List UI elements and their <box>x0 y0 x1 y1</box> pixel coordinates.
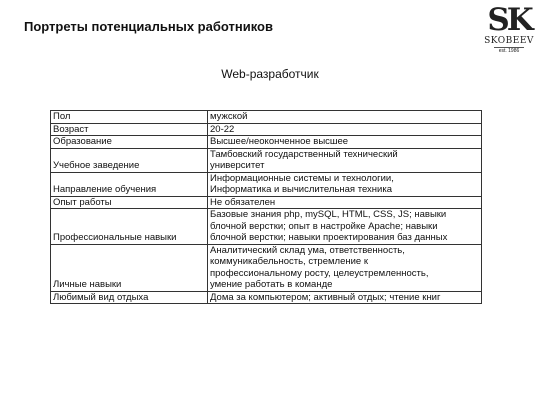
row-value <box>208 111 482 124</box>
row-value-line: коммуникабельность, стремление к <box>210 256 368 267</box>
portrait-table <box>50 110 482 304</box>
row-label: Опыт работы <box>51 196 208 209</box>
row-value-line: блочной верстки; навыки проектирования баз данных <box>210 232 448 243</box>
row-value-line: 20-22 <box>210 123 235 135</box>
row-value-line: Дома за компьютером; активный отдых; чтение книг <box>210 291 441 303</box>
row-label: Любимый вид отдыха <box>51 291 208 304</box>
row-label: Возраст <box>51 123 208 136</box>
row-label: Профессиональные навыки <box>51 209 208 245</box>
table-row <box>51 123 482 136</box>
row-label: Личные навыки <box>51 244 208 291</box>
row-label: Образование <box>51 136 208 149</box>
row-value-line: университет <box>210 160 265 171</box>
company-logo <box>483 4 535 59</box>
profile-subtitle: Web-разработчик <box>221 67 319 81</box>
logo-mark: SK <box>487 2 531 38</box>
page-title: Портреты потенциальных работников <box>24 19 273 34</box>
row-value <box>208 209 482 245</box>
row-label: Пол <box>51 111 208 124</box>
row-value-line: Базовые знания php, mySQL, HTML, CSS, JS; навыки <box>210 209 447 220</box>
row-value <box>208 196 482 209</box>
row-value-line: умение работать в команде <box>210 279 333 290</box>
row-value <box>208 291 482 304</box>
row-value-line: Информатика и вычислительная техника <box>210 184 392 195</box>
row-value-line: профессиональному росту, целеустремленность, <box>210 267 429 279</box>
row-value-line: Тамбовский государственный технический <box>210 148 398 160</box>
row-value-line: Информационные системы и технологии, <box>210 172 394 184</box>
table-row <box>51 209 482 245</box>
table-row <box>51 111 482 124</box>
row-label: Направление обучения <box>51 172 208 196</box>
row-value-line: мужской <box>210 111 248 122</box>
row-value <box>208 136 482 149</box>
row-value-line: блочной верстки; опыт в настройке Apache; навыки <box>210 220 438 232</box>
row-value-line: Аналитический склад ума, ответственность, <box>210 244 405 256</box>
row-value <box>208 172 482 196</box>
logo-name: SKOBEEV <box>484 36 534 46</box>
row-value <box>208 148 482 172</box>
row-value-line: Высшее/неоконченное высшее <box>210 136 349 147</box>
row-label: Учебное заведение <box>51 148 208 172</box>
table-row <box>51 172 482 196</box>
row-value <box>208 123 482 136</box>
row-value-line: Не обязателен <box>210 196 276 208</box>
table-row <box>51 196 482 209</box>
table-row <box>51 148 482 172</box>
table-row <box>51 136 482 149</box>
row-value <box>208 244 482 291</box>
table-row <box>51 244 482 291</box>
logo-tagline: est. 1986 <box>498 48 520 54</box>
table-row <box>51 291 482 304</box>
